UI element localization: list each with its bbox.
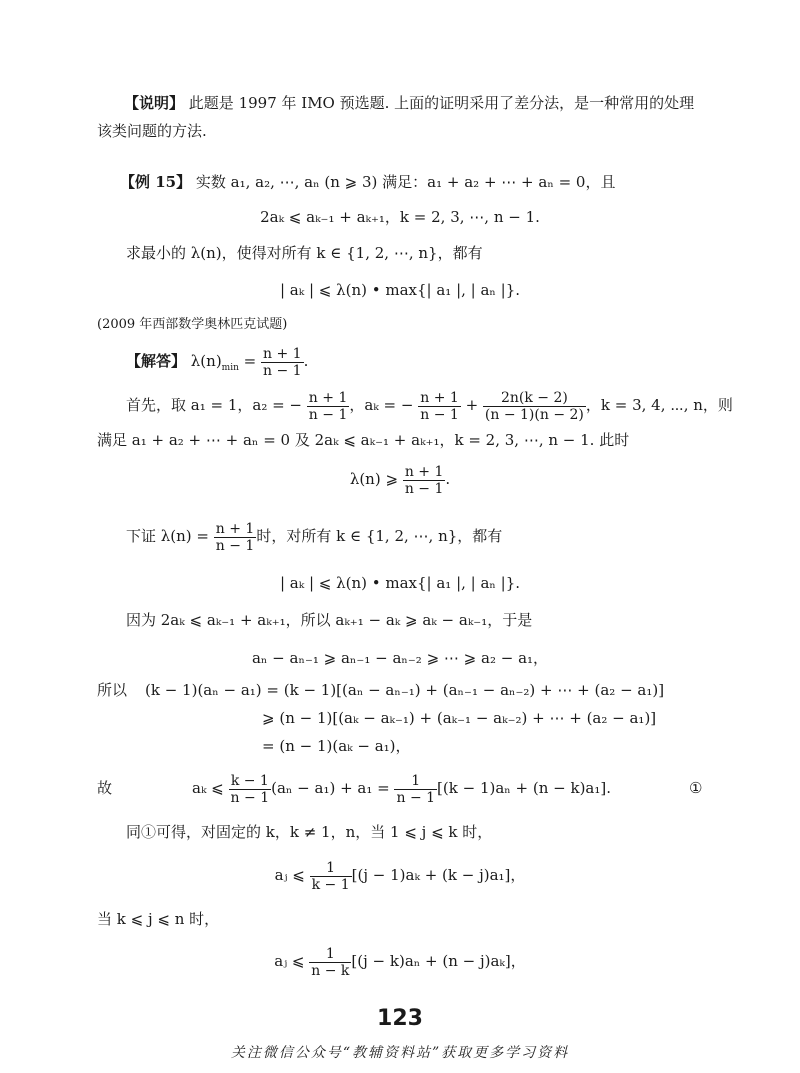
first-fraction-2 xyxy=(418,390,461,423)
first-frac2-den: n − 1 xyxy=(420,406,459,423)
similar-line: 同①可得，对固定的 k，k ≠ 1，n，当 1 ⩽ j ⩽ k 时， xyxy=(126,823,493,841)
first-choice-line: 首先，取 a₁ = 1，a₂ = − $\frac{n + 1}{n - 1}$ ，aₖ = − $\frac{n + 1}{n - 1}$ + $\frac{2n(k - 2)}{(n - 1)(n - 2)}$ ，k = 3, 4, ⋯, n，则 xyxy=(126,389,733,423)
answer-fraction xyxy=(261,346,304,379)
so-line-2: ⩾ (n − 1)[(aₖ − aₖ₋₁) + (aₖ₋₁ − aₖ₋₂) + ⋯ + (a₂ − a₁)] xyxy=(262,709,657,727)
answer-denominator: n − 1 xyxy=(263,362,302,379)
prove-suffix: 时，对所有 k ∈ {1, 2, ⋯, n}，都有 xyxy=(256,527,503,545)
aj-bound-1 xyxy=(0,858,800,893)
aj1-den: k − 1 xyxy=(311,876,350,893)
so-line-3: = (n − 1)(aₖ − a₁)， xyxy=(262,737,411,755)
prove-line xyxy=(126,519,502,554)
remark-text-2: 该类问题的方法. xyxy=(97,122,207,140)
aj1-lhs: aⱼ ⩽ xyxy=(274,866,305,884)
prove-prefix: 下证 λ(n) = xyxy=(126,527,209,545)
example-ask: 求最小的 λ(n)，使得对所有 k ∈ {1, 2, ⋯, n}，都有 xyxy=(126,244,483,262)
aj2-den: n − k xyxy=(311,962,350,979)
aj-bound-2 xyxy=(0,944,800,979)
hence-fraction-2 xyxy=(394,773,437,806)
chain-line: aₙ − aₙ₋₁ ⩾ aₙ₋₁ − aₙ₋₂ ⩾ ⋯ ⩾ a₂ − a₁， xyxy=(251,649,549,667)
first-frac3-num: 2n(k − 2) xyxy=(483,390,586,407)
lower-num: n + 1 xyxy=(404,463,444,480)
aj2-rhs: [(j − k)aₙ + (n − j)aₖ]， xyxy=(351,952,526,970)
first-frac1-num: n + 1 xyxy=(308,389,348,406)
example-label: 【例 15】 xyxy=(120,173,192,191)
hence-line xyxy=(192,771,611,806)
equation-tag: ① xyxy=(689,779,703,797)
example-inequality: | aₖ | ⩽ λ(n) • max{| a₁ |, | aₙ |}. xyxy=(279,281,521,299)
aj2-fraction xyxy=(309,946,351,979)
when-line: 当 k ⩽ j ⩽ n 时， xyxy=(97,910,220,928)
first-frac2-num: n + 1 xyxy=(420,389,459,406)
first-frac1-den: n − 1 xyxy=(308,406,348,423)
example-source: (2009 年西部数学奥林匹克试题) xyxy=(97,317,288,332)
answer-sub: min xyxy=(221,363,239,373)
hence-fraction-1 xyxy=(229,773,272,806)
first-frac3-den: (n − 1)(n − 2) xyxy=(484,406,584,423)
hence-label: 故 xyxy=(97,779,113,797)
hence-rhs: [(k − 1)aₙ + (n − k)a₁]. xyxy=(437,779,612,797)
footer-note: 关注微信公众号“教辅资料站”获取更多学习资料 xyxy=(230,1045,570,1061)
aj2-lhs: aⱼ ⩽ xyxy=(274,952,305,970)
first-prefix: 首先，取 a₁ = 1，a₂ = − xyxy=(126,396,303,414)
lower-bound-line: λ(n) ⩾ $\frac{n + 1}{n - 1}$ . xyxy=(349,463,451,497)
hence-den-2: n − 1 xyxy=(396,789,436,806)
hence-den-1: n − 1 xyxy=(230,789,270,806)
hence-num-2: 1 xyxy=(394,773,437,790)
example-condition: 2aₖ ⩽ aₖ₋₁ + aₖ₊₁，k = 2, 3, ⋯, n − 1. xyxy=(260,208,540,226)
satisfy-line: 满足 a₁ + a₂ + ⋯ + aₙ = 0 及 2aₖ ⩽ aₖ₋₁ + aₖ₊₁，k = 2, 3, ⋯, n − 1. 此时 xyxy=(97,431,630,449)
example-statement: 实数 a₁, a₂, ⋯, aₙ (n ⩾ 3) 满足：a₁ + a₂ + ⋯ + aₙ = 0，且 xyxy=(195,173,616,191)
answer-numerator: n + 1 xyxy=(263,345,302,362)
solution-label: 【解答】 xyxy=(126,352,187,370)
hence-lhs: aₖ ⩽ xyxy=(192,779,224,797)
aj1-fraction xyxy=(310,860,352,893)
remark-text-1: 此题是 1997 年 IMO 预选题. 上面的证明采用了差分法，是一种常用的处理 xyxy=(188,94,695,112)
lower-lhs: λ(n) ⩾ xyxy=(349,470,399,488)
lower-fraction xyxy=(403,464,446,497)
remark-line-1 xyxy=(124,93,694,113)
page-number: 123 xyxy=(377,1006,423,1031)
so-line-1: (k − 1)(aₙ − a₁) = (k − 1)[(aₙ − aₙ₋₁) + (aₙ₋₁ − aₙ₋₂) + ⋯ + (a₂ − a₁)] xyxy=(145,681,665,699)
hence-num-1: k − 1 xyxy=(229,773,272,790)
answer-lhs: λ(n) xyxy=(190,352,222,370)
so-label: 所以 xyxy=(97,681,128,699)
prove-fraction xyxy=(214,521,257,554)
prove-den: n − 1 xyxy=(215,537,255,554)
aj1-num: 1 xyxy=(310,860,352,877)
first-mid: ，aₖ = − xyxy=(349,396,414,414)
solution-answer-line: 【解答】 $\lambda(n)_{min}$ = $\frac{n + 1}{n - 1}$ . xyxy=(126,345,309,379)
example-line xyxy=(120,172,615,192)
first-suffix: ，k = 3, 4, ⋯, n，则 xyxy=(585,396,733,414)
aj1-rhs: [(j − 1)aₖ + (k − j)a₁]， xyxy=(351,866,526,884)
first-fraction-3 xyxy=(483,390,586,423)
remark-label: 【说明】 xyxy=(124,94,185,112)
lower-den: n − 1 xyxy=(404,480,444,497)
aj2-num: 1 xyxy=(309,946,351,963)
first-fraction-1 xyxy=(307,390,350,423)
prove-num: n + 1 xyxy=(215,520,255,537)
hence-mid: (aₙ − a₁) + a₁ = xyxy=(271,779,390,797)
prove-inequality: | aₖ | ⩽ λ(n) • max{| a₁ |, | aₙ |}. xyxy=(279,574,521,592)
because-line: 因为 2aₖ ⩽ aₖ₋₁ + aₖ₊₁，所以 aₖ₊₁ − aₖ ⩾ aₖ − aₖ₋₁，于是 xyxy=(126,611,533,629)
